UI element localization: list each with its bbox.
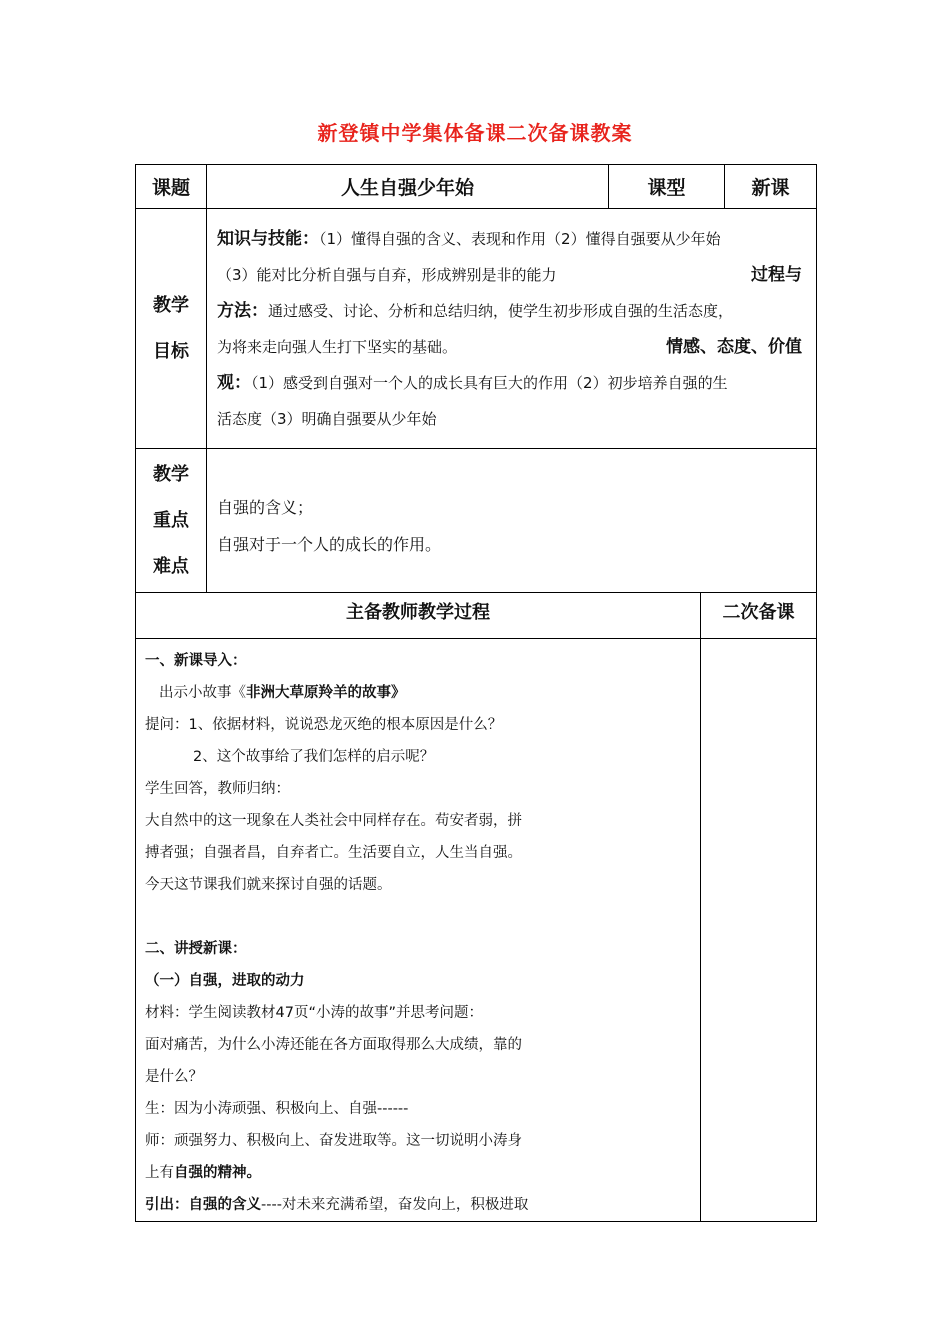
material-question-1: 面对痛苦，为什么小涛还能在各方面取得那么大成绩，靠的 xyxy=(145,1037,522,1053)
key-point-1: 自强的含义； xyxy=(217,497,314,517)
objectives-row xyxy=(136,209,817,449)
knowledge-heading: 知识与技能： xyxy=(217,228,319,249)
process-row xyxy=(136,639,817,1222)
material-question-2: 是什么？ xyxy=(145,1069,203,1085)
emotion-text-2: 活态度（3）明确自强要从少年始 xyxy=(217,409,437,428)
objectives-label xyxy=(136,209,207,449)
key-point-2: 自强对于一个人的成长的作用。 xyxy=(217,534,442,554)
type-value: 新课 xyxy=(725,165,817,209)
key-points-row xyxy=(136,449,817,593)
objectives-label-line1: 教学 xyxy=(153,294,189,316)
process-text-2: 为将来走向强人生打下坚实的基础。 xyxy=(217,337,458,356)
columns-header-row xyxy=(136,593,817,639)
lesson-plan-table xyxy=(135,164,817,1222)
summary-line-2: 搏者强；自强者昌，自弃者亡。生活要自立，人生当自强。 xyxy=(145,845,522,861)
key-points-label-line1: 教学 xyxy=(153,463,189,485)
emotion-line-1 xyxy=(217,365,802,401)
process-line-1 xyxy=(217,293,802,329)
summary-line-3: 今天这节课我们就来探讨自强的话题。 xyxy=(145,877,392,893)
emotion-text-1: （1）感受到自强对一个人的成长具有巨大的作用（2）初步培养自强的生 xyxy=(251,373,728,392)
page-title: 新登镇中学集体备课二次备课教案 xyxy=(317,121,633,145)
story-prefix: 出示小故事《 xyxy=(159,685,246,701)
teacher-response-2-prefix: 上有 xyxy=(145,1165,174,1181)
key-points-content xyxy=(207,449,817,593)
story-title: 非洲大草原羚羊的故事》 xyxy=(246,685,406,701)
student-answer: 学生回答，教师归纳： xyxy=(145,781,290,797)
process-heading-b: 方法： xyxy=(217,300,268,321)
objectives-content xyxy=(207,209,817,449)
process-text-1: 通过感受、讨论、分析和总结归纳，使学生初步形成自强的生活态度， xyxy=(268,301,734,320)
key-points-label xyxy=(136,449,207,593)
teacher-response-1: 师：顽强努力、积极向上、奋发进取等。这一切说明小涛身 xyxy=(145,1133,522,1149)
summary-line-1: 大自然中的这一现象在人类社会中同样存在。苟安者弱，拼 xyxy=(145,813,522,829)
knowledge-text-1: （1）懂得自强的含义、表现和作用（2）懂得自强要从少年始 xyxy=(319,229,721,248)
process-line-2 xyxy=(217,329,802,365)
emotion-line-2 xyxy=(217,401,802,437)
subsection-1-heading: （一）自强，进取的动力 xyxy=(145,973,305,989)
knowledge-text-2: （3）能对比分析自强与自弃，形成辨别是非的能力 xyxy=(217,265,557,284)
main-process-content xyxy=(136,639,701,1222)
emotion-heading-a: 情感、态度、价值 xyxy=(666,336,803,357)
main-process-header: 主备教师教学过程 xyxy=(136,593,701,639)
knowledge-line-2 xyxy=(217,257,802,293)
question-1: 提问：1、依据材料，说说恐龙灭绝的根本原因是什么？ xyxy=(145,717,503,733)
second-prep-header: 二次备课 xyxy=(701,593,817,639)
process-heading-a: 过程与 xyxy=(751,264,803,285)
student-response: 生：因为小涛顽强、积极向上、自强------ xyxy=(145,1101,409,1117)
topic-value: 人生自强少年始 xyxy=(207,165,609,209)
teacher-response-2-bold: 自强的精神。 xyxy=(174,1165,261,1181)
objectives-label-line2: 目标 xyxy=(153,340,189,362)
second-prep-content xyxy=(701,639,817,1222)
topic-label: 课题 xyxy=(136,165,207,209)
key-points-label-line2: 重点 xyxy=(153,509,189,531)
knowledge-line-1 xyxy=(217,221,802,257)
topic-row xyxy=(136,165,817,209)
key-points-label-line3: 难点 xyxy=(153,555,189,577)
intro-text: ----对未来充满希望，奋发向上，积极进取 xyxy=(261,1197,529,1213)
emotion-heading-b: 观： xyxy=(217,372,251,393)
section-1-heading: 一、新课导入： xyxy=(145,653,247,669)
question-2: 2、这个故事给了我们怎样的启示呢？ xyxy=(193,749,435,765)
material-line: 材料：学生阅读教材47页“小涛的故事”并思考问题： xyxy=(145,1005,483,1021)
section-2-heading: 二、讲授新课： xyxy=(145,941,247,957)
type-label: 课型 xyxy=(609,165,725,209)
intro-label: 引出：自强的含义 xyxy=(145,1197,261,1213)
